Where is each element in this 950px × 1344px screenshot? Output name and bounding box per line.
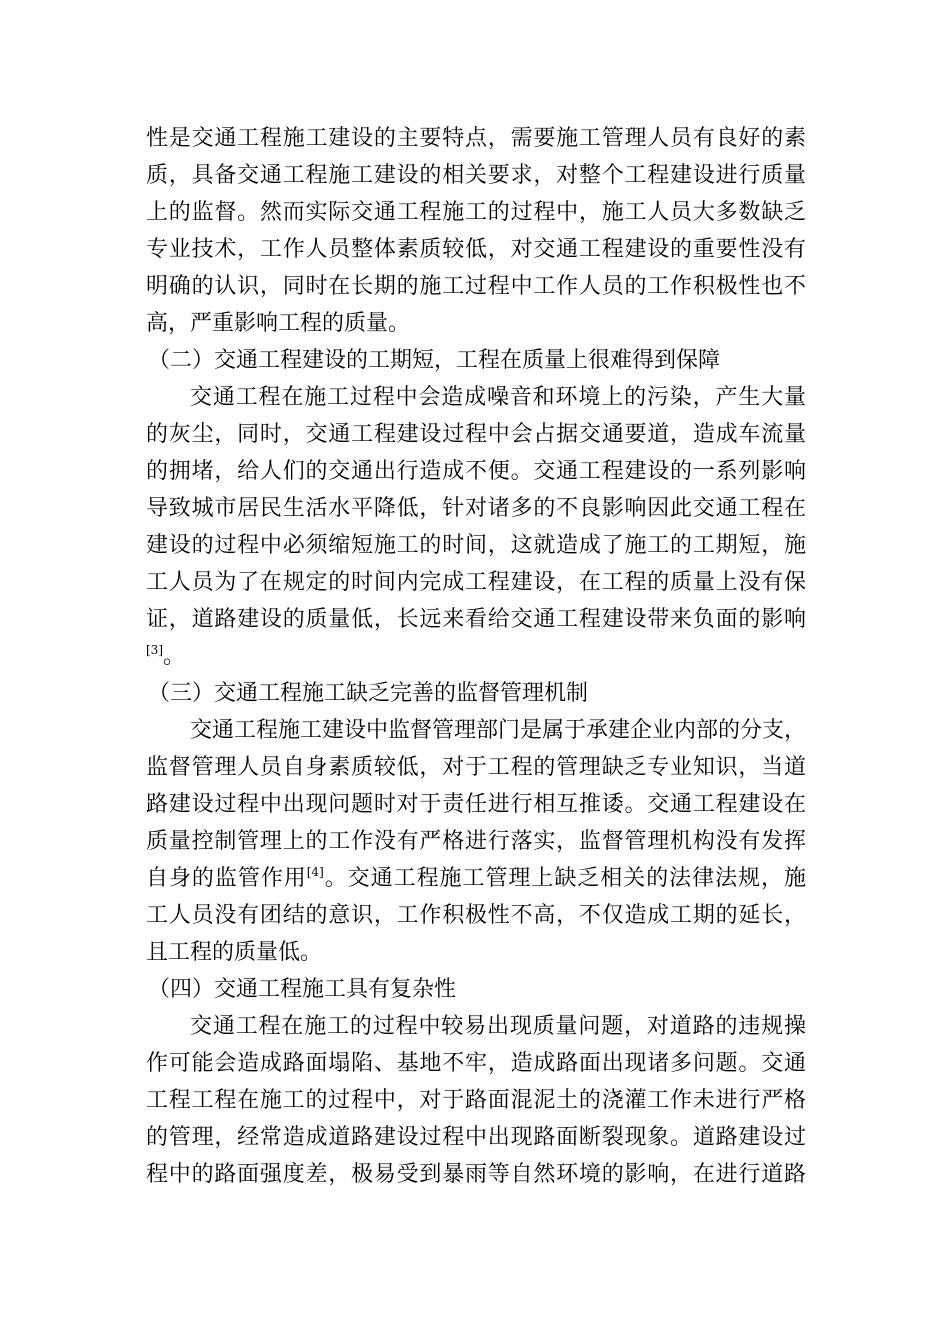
text-line: 高，严重影响工程的质量。 [146,311,411,336]
text-line: 工程工程在施工的过程中，对于路面混泥土的浇灌工作未进行严格 [146,1088,806,1113]
text-line: 工人员没有团结的意识，工作积极性不高，不仅造成工期的延长， [146,903,806,928]
text-line: 专业技术，工作人员整体素质较低，对交通工程建设的重要性没有 [146,237,806,262]
text-line: 建设的过程中必须缩短施工的时间，这就造成了施工的工期短，施 [146,533,806,558]
section-heading-2: （二）交通工程建设的工期短，工程在质量上很难得到保障 [148,348,721,373]
text-line: 工人员为了在规定的时间内完成工程建设，在工程的质量上没有保 [146,570,806,595]
text-fragment: 。交通工程施工管理上缺乏相关的法律法规，施 [323,866,806,891]
paragraph-section-2 [146,379,806,675]
text-line: 的拥堵，给人们的交通出行造成不便。交通工程建设的一系列影响 [146,459,806,484]
section-heading-3: （三）交通工程施工缺乏完善的监督管理机制 [148,681,589,706]
text-line: 导致城市居民生活水平降低，针对诸多的不良影响因此交通工程在 [146,496,806,521]
text-line [146,638,806,675]
text-line: 交通工程在施工过程中会造成噪音和环境上的污染，产生大量 [190,385,806,410]
paragraph-section-3 [146,712,806,971]
text-line: 明确的认识，同时在长期的施工过程中工作人员的工作积极性也不 [146,274,806,299]
text-fragment: 。 [163,644,186,669]
text-fragment: 自身的监管作用 [146,866,307,891]
text-line: 质量控制管理上的工作没有严格进行落实，监督管理机构没有发挥 [146,829,806,854]
text-line: 的管理，经常造成道路建设过程中出现路面断裂现象。道路建设过 [146,1125,806,1150]
document-page [146,120,806,1193]
text-line [146,860,806,897]
section-heading-4: （四）交通工程施工具有复杂性 [148,977,457,1002]
text-line: 性是交通工程施工建设的主要特点，需要施工管理人员有良好的素 [146,126,806,151]
text-line: 程中的路面强度差，极易受到暴雨等自然环境的影响，在进行道路 [146,1162,806,1187]
paragraph-section-4 [146,1008,806,1193]
text-line: 路建设过程中出现问题时对于责任进行相互推诿。交通工程建设在 [146,792,806,817]
text-line: 交通工程在施工的过程中较易出现质量问题，对道路的违规操 [190,1014,806,1039]
text-line: 作可能会造成路面塌陷、基地不牢，造成路面出现诸多问题。交通 [146,1051,806,1076]
citation-ref: [4] [306,865,324,879]
text-line: 上的监督。然而实际交通工程施工的过程中，施工人员大多数缺乏 [146,200,806,225]
text-line: 质，具备交通工程施工建设的相关要求，对整个工程建设进行质量 [146,163,806,188]
text-line: 监督管理人员自身素质较低，对于工程的管理缺乏专业知识，当道 [146,755,806,780]
paragraph-intro [146,120,806,342]
text-line: 的灰尘，同时，交通工程建设过程中会占据交通要道，造成车流量 [146,422,806,447]
text-line: 证，道路建设的质量低，长远来看给交通工程建设带来负面的影响 [146,607,806,632]
text-line: 且工程的质量低。 [146,940,323,965]
citation-ref: [3] [146,643,163,657]
text-line: 交通工程施工建设中监督管理部门是属于承建企业内部的分支， [190,718,807,743]
